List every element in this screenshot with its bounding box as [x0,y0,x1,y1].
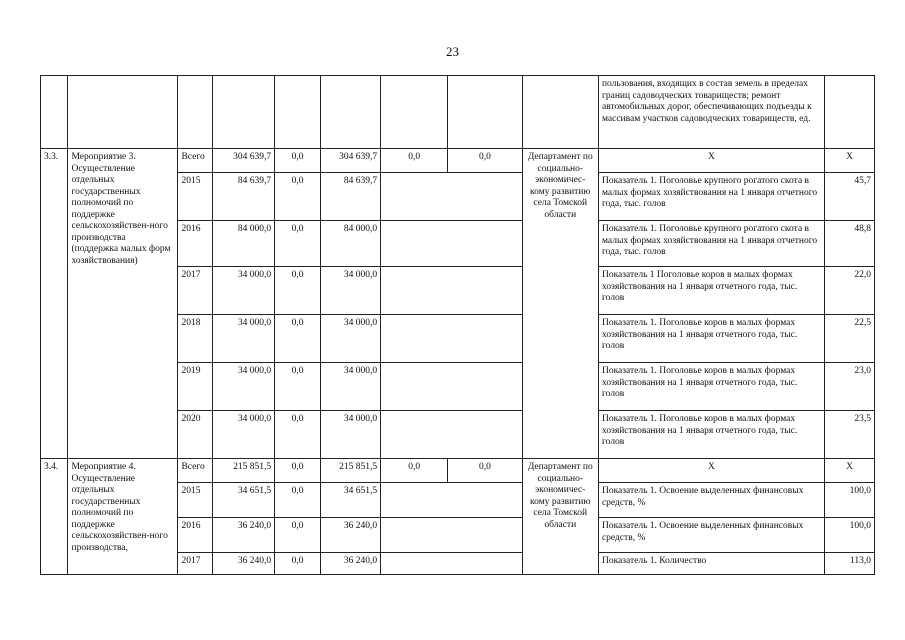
regional-cell: 84 639,7 [320,173,380,221]
value-cell: 48,8 [825,221,875,267]
federal-cell: 0,0 [275,267,321,315]
federal-cell: 0,0 [275,518,321,553]
year-cell: 2016 [178,518,213,553]
value-cell: Х [825,149,875,173]
year-cell: 2017 [178,267,213,315]
cell [381,363,523,411]
federal-cell: 0,0 [275,173,321,221]
department-cell: Департамент по социально-экономичес-кому развитию села Томской области [522,149,598,459]
total-cell: 34 000,0 [213,363,275,411]
regional-cell: 304 639,7 [320,149,380,173]
cell [381,173,523,221]
year-cell: 2016 [178,221,213,267]
indicator-cell: Показатель 1. Поголовье крупного рогатого скота в малых формах хозяйствования на 1 января отчетного года, тыс. голов [598,173,824,221]
cell [381,315,523,363]
indicator-cell: Показатель 1. Поголовье коров в малых формах хозяйствования на 1 января отчетного года, тыс. голов [598,411,824,459]
value-cell: 45,7 [825,173,875,221]
regional-cell: 34 651,5 [320,483,380,518]
total-cell: 36 240,0 [213,518,275,553]
regional-cell: 34 000,0 [320,315,380,363]
program-table [40,75,875,575]
cell [381,553,523,575]
value-cell: Х [825,459,875,483]
total-cell: 84 000,0 [213,221,275,267]
cell [381,518,523,553]
table-row [41,459,875,483]
total-cell: 34 651,5 [213,483,275,518]
local-cell: 0,0 [381,149,448,173]
total-cell: 36 240,0 [213,553,275,575]
year-cell: Всего [178,149,213,173]
regional-cell: 34 000,0 [320,363,380,411]
indicator-cell: Х [598,459,824,483]
federal-cell: 0,0 [275,411,321,459]
value-cell: 22,5 [825,315,875,363]
indicator-cell: пользования, входящих в состав земель в пределах границ садоводческих товариществ; ремонт автомобильных дорог, обеспечивающих подъезды к массивам участков садоводческих товариществ, ед. [598,76,824,149]
year-cell: 2019 [178,363,213,411]
value-cell: 113,0 [825,553,875,575]
cell [275,76,321,149]
cell [381,76,448,149]
year-cell: Всего [178,459,213,483]
regional-cell: 34 000,0 [320,411,380,459]
indicator-cell: Показатель 1 Поголовье коров в малых формах хозяйствования на 1 января отчетного года, тыс. голов [598,267,824,315]
federal-cell: 0,0 [275,221,321,267]
total-cell: 34 000,0 [213,411,275,459]
value-cell: 23,5 [825,411,875,459]
table-row [41,149,875,173]
year-cell: 2015 [178,173,213,221]
cell [68,76,178,149]
indicator-cell: Показатель 1. Поголовье коров в малых формах хозяйствования на 1 января отчетного года, тыс. голов [598,315,824,363]
federal-cell: 0,0 [275,483,321,518]
total-cell: 34 000,0 [213,267,275,315]
indicator-cell: Показатель 1. Количество [598,553,824,575]
regional-cell: 84 000,0 [320,221,380,267]
department-cell: Департамент по социально-экономичес-кому развитию села Томской области [522,459,598,575]
cell [381,483,523,518]
value-cell: 22,0 [825,267,875,315]
year-cell: 2018 [178,315,213,363]
extra-cell: 0,0 [448,149,522,173]
extra-cell: 0,0 [448,459,522,483]
year-cell: 2015 [178,483,213,518]
value-cell: 100,0 [825,483,875,518]
activity-name: Мероприятие 4. Осуществление отдельных государственных полномочий по поддержке сельскохозяйствен-ного производства, [68,459,178,575]
value-cell: 23,0 [825,363,875,411]
federal-cell: 0,0 [275,553,321,575]
indicator-cell: Показатель 1. Освоение выделенных финансовых средств, % [598,483,824,518]
cell [381,221,523,267]
indicator-cell: Показатель 1. Освоение выделенных финансовых средств, % [598,518,824,553]
total-cell: 215 851,5 [213,459,275,483]
cell [178,76,213,149]
total-cell: 304 639,7 [213,149,275,173]
continuation-row [41,76,875,149]
cell [522,76,598,149]
cell [381,267,523,315]
item-number: 3.4. [41,459,68,575]
cell [448,76,522,149]
cell [213,76,275,149]
cell [381,411,523,459]
regional-cell: 215 851,5 [320,459,380,483]
cell [41,76,68,149]
indicator-cell: Показатель 1. Поголовье коров в малых формах хозяйствования на 1 января отчетного года, тыс. голов [598,363,824,411]
cell [825,76,875,149]
federal-cell: 0,0 [275,363,321,411]
value-cell: 100,0 [825,518,875,553]
indicator-cell: Показатель 1. Поголовье крупного рогатого скота в малых формах хозяйствования на 1 января отчетного года, тыс. голов [598,221,824,267]
year-cell: 2020 [178,411,213,459]
total-cell: 34 000,0 [213,315,275,363]
item-number: 3.3. [41,149,68,459]
activity-name: Мероприятие 3. Осуществление отдельных государственных полномочий по поддержке сельскохозяйствен-ного производства (поддержка малых форм хозяйствования) [68,149,178,459]
page-number: 23 [446,44,459,59]
federal-cell: 0,0 [275,149,321,173]
federal-cell: 0,0 [275,459,321,483]
year-cell: 2017 [178,553,213,575]
cell [320,76,380,149]
total-cell: 84 639,7 [213,173,275,221]
regional-cell: 34 000,0 [320,267,380,315]
indicator-cell: Х [598,149,824,173]
local-cell: 0,0 [381,459,448,483]
federal-cell: 0,0 [275,315,321,363]
regional-cell: 36 240,0 [320,518,380,553]
regional-cell: 36 240,0 [320,553,380,575]
